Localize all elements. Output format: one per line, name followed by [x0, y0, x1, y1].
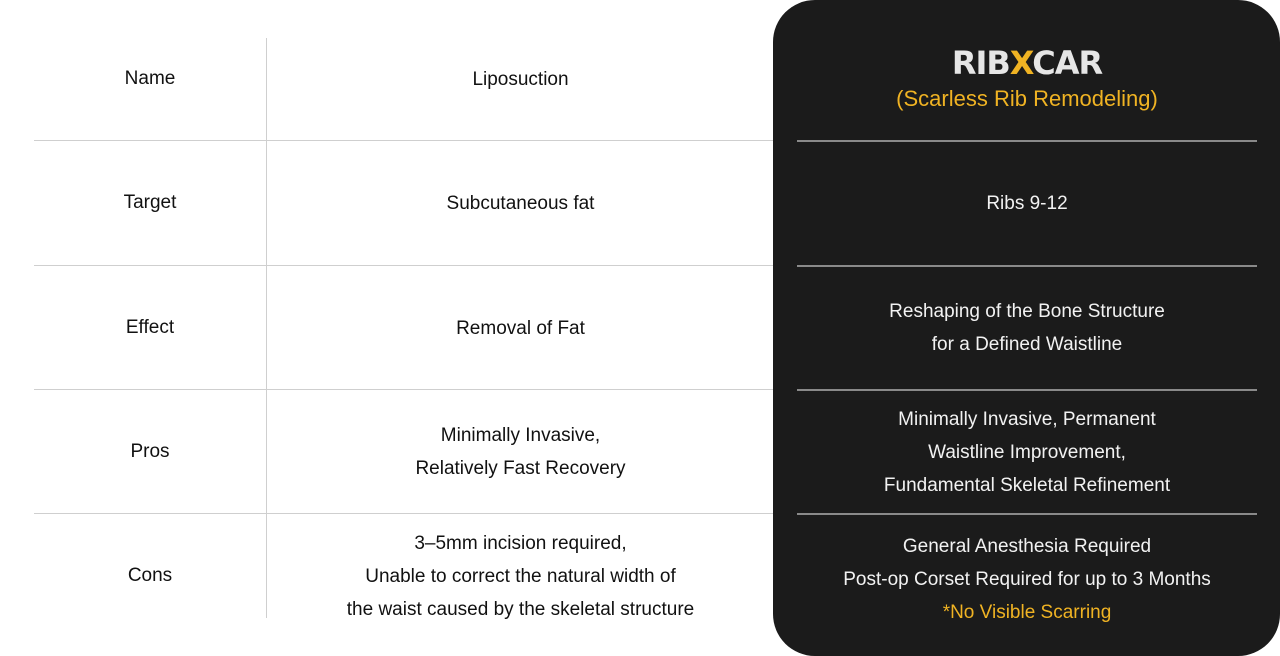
logo-text-x: X: [1009, 44, 1033, 82]
ribxcar-subtitle: (Scarless Rib Remodeling): [896, 86, 1158, 111]
table-row-cons: [34, 514, 774, 638]
cell-line: Minimally Invasive, Permanent: [898, 408, 1156, 430]
cell-line: General Anesthesia Required: [902, 535, 1152, 557]
ribxcar-header: [797, 40, 1257, 120]
row-label-cons: Cons: [127, 565, 173, 586]
table-row-pros: [34, 390, 774, 514]
cell-line: Liposuction: [472, 68, 569, 90]
ribxcar-cons-cell: [797, 515, 1257, 643]
logo-text-car: CAR: [1032, 44, 1103, 82]
table-row-effect: [34, 266, 774, 390]
cell-line: Post-op Corset Required for up to 3 Months: [843, 568, 1211, 590]
table-row-name: [34, 17, 774, 141]
cell-line: Minimally Invasive,: [440, 425, 601, 446]
liposuction-name-cell: [267, 17, 774, 141]
row-label-effect: Effect: [125, 317, 175, 338]
cell-line: Ribs 9-12: [986, 193, 1068, 214]
row-label-pros: Pros: [130, 441, 170, 462]
liposuction-effect-cell: [267, 266, 774, 390]
ribxcar-pros-cell: [797, 391, 1257, 513]
cell-line: Reshaping of the Bone Structure: [889, 301, 1165, 322]
ribxcar-logo: [952, 46, 1102, 80]
ribxcar-effect-cell: [797, 267, 1257, 389]
row-label-target: Target: [123, 192, 177, 213]
liposuction-target-cell: [267, 141, 774, 265]
cell-line: 3–5mm incision required,: [414, 532, 627, 554]
liposuction-cons-cell: [267, 514, 774, 638]
cell-line: for a Defined Waistline: [931, 334, 1123, 355]
cell-line: the waist caused by the skeletal structure: [346, 598, 695, 620]
cell-line: Fundamental Skeletal Refinement: [883, 474, 1171, 496]
logo-text-rib: RIB: [951, 44, 1010, 82]
cell-line: Removal of Fat: [456, 317, 585, 339]
cell-line: Waistline Improvement,: [928, 441, 1126, 463]
cell-line: Unable to correct the natural width of: [365, 565, 676, 587]
cell-line: Subcutaneous fat: [446, 192, 595, 214]
liposuction-pros-cell: [267, 390, 774, 514]
cell-line: Relatively Fast Recovery: [415, 458, 626, 479]
table-row-target: [34, 141, 774, 265]
no-scarring-note: *No Visible Scarring: [942, 601, 1112, 623]
row-label-name: Name: [124, 68, 176, 89]
ribxcar-target-cell: [797, 142, 1257, 265]
